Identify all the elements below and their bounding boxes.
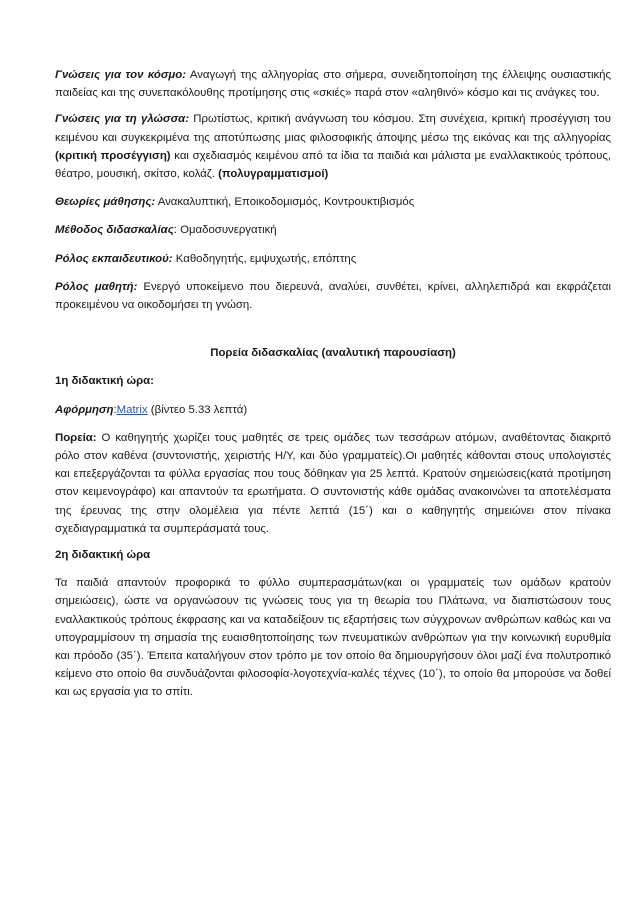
text-student-role: Ενεργό υποκείμενο που διερευνά, αναλύει, συνθέτει, κρίνει, αλληλεπιδρά και εκφράζεται προκειμένου να οικοδομήσει τη γνώση.: [55, 280, 611, 312]
hour-2-heading: 2η διδακτική ώρα: [55, 549, 151, 562]
bold-multiliteracies: (πολυγραμματισμοί): [218, 168, 329, 181]
section-heading: Πορεία διδασκαλίας (αναλυτική παρουσίαση): [210, 347, 456, 360]
paragraph-hour-2: Τα παιδιά απαντούν προφορικά το φύλλο συμπερασμάτων(και οι γραμματείς των ομάδων κρατούν σημειώσεις), ώστε να οργανώσουν τις γνώσεις τους για τη θεωρία του Πλάτωνα, να διαπιστώσουν τους εναλλακτικούς τρόπους έκφρασης και να καταδείξουν τις εξαρτήσεις των σύγχρονων ανθρώπων καθώς και να υπογραμμίσουν τη σημασία της ευαισθητοποίησης των πνευματικών ανθρώπων για την κοινωνική ευρυθμία και πρόοδο (35΄). Έπειτα καταλήγουν στον τρόπο με τον οποίο θα δημιουργήσουν όλοι μαζί ένα πολυτροπικό κείμενο στο οποίο θα συνδυάζονται φιλοσοφία-λογοτεχνία-καλές τέχνες (10΄), το οποίο θα μπορούσε να δοθεί και ως εργασία για το σπίτι.: [55, 577, 611, 699]
bold-critical-approach: (κριτική προσέγγιση): [55, 149, 171, 162]
text-world-knowledge: Αναγωγή της αλληγορίας στο σήμερα, συνειδητοποίηση της έλλειψης ουσιαστικής παιδείας και της συνεπακόλουθης προτίμησης στις «σκιές» παρά στον «αληθινό» κόσμο και τις ανάγκες του.: [55, 69, 611, 100]
label-world-knowledge: Γνώσεις για τον κόσμο:: [55, 69, 187, 81]
paragraph-motivation: [55, 401, 611, 419]
label-learning-theories: Θεωρίες μάθησης:: [55, 196, 156, 209]
paragraph-world-knowledge: [55, 66, 611, 102]
text-motivation: (βίντεο 5.33 λεπτά): [147, 403, 248, 416]
matrix-video-link[interactable]: Matrix: [116, 403, 148, 416]
text-procedure: Ο καθηγητής χωρίζει τους μαθητές σε τρεις ομάδες των τεσσάρων ατόμων, αναθέτοντας διακριτό ρόλο στον καθένα (συντονιστής, χειριστής Η/Υ, και δύο γραμματείς).Οι μαθητές κάθονται στους υπολογιστές και επεξεργάζονται τα φύλλα εργασίας που τους δόθηκαν για 25 λεπτά. Κρατούν σημειώσεις(κατά προτίμηση στον κειμενογράφο) και απαντούν τα ερωτήματα. Ο συντονιστής κάθε ομάδας ανακοινώνει τα αποτελέσματα της έρευνας της στην ολομέλεια για πέντε λεπτά (15΄) και ο καθηγητής σημειώνει στον πίνακα σχεδιαγραμματικά τα συμπεράσματά τους.: [55, 431, 611, 535]
label-student-role: Ρόλος μαθητή:: [55, 280, 138, 293]
label-teaching-method: Μέθοδος διδασκαλίας: [55, 224, 174, 237]
label-motivation: Αφόρμηση: [55, 403, 114, 416]
paragraph-language-knowledge: [55, 110, 611, 183]
label-language-knowledge: Γνώσεις για τη γλώσσα:: [55, 113, 190, 126]
paragraph-teaching-method: [55, 221, 611, 239]
text-learning-theories: Ανακαλυπτική, Εποικοδομισμός, Κοντρουκτιβισμός: [155, 196, 415, 209]
label-procedure: Πορεία:: [55, 431, 97, 444]
paragraph-learning-theories: [55, 193, 611, 211]
text-teaching-method: : Ομαδοσυνεργατική: [173, 224, 277, 237]
paragraph-procedure: [55, 429, 611, 538]
text-language-knowledge-1: Πρωτίστως, κριτική ανάγνωση του κόσμου. Στη συνέχεια, κριτική προσέγγιση του κειμένου και συγκεκριμένα της αποτύπωσης μιας φιλοσοφικής άποψης μέσω της εικόνας και της αλληγορίας: [55, 113, 611, 144]
paragraph-student-role: [55, 278, 611, 314]
motivation-separator: :: [113, 403, 117, 416]
hour-1-heading: 1η διδακτική ώρα:: [55, 375, 154, 388]
paragraph-teacher-role: [55, 250, 611, 268]
label-teacher-role: Ρόλος εκπαιδευτικού:: [55, 252, 173, 265]
text-teacher-role: Καθοδηγητής, εμψυχωτής, επόπτης: [172, 252, 357, 265]
document-page: [55, 66, 611, 702]
text-language-knowledge-2: και σχεδιασμός κειμένου από τα ίδια τα παιδιά και μάλιστα με εναλλακτικούς τρόπους, θέατρο, μουσική, σκίτσο, κολάζ.: [55, 149, 611, 181]
